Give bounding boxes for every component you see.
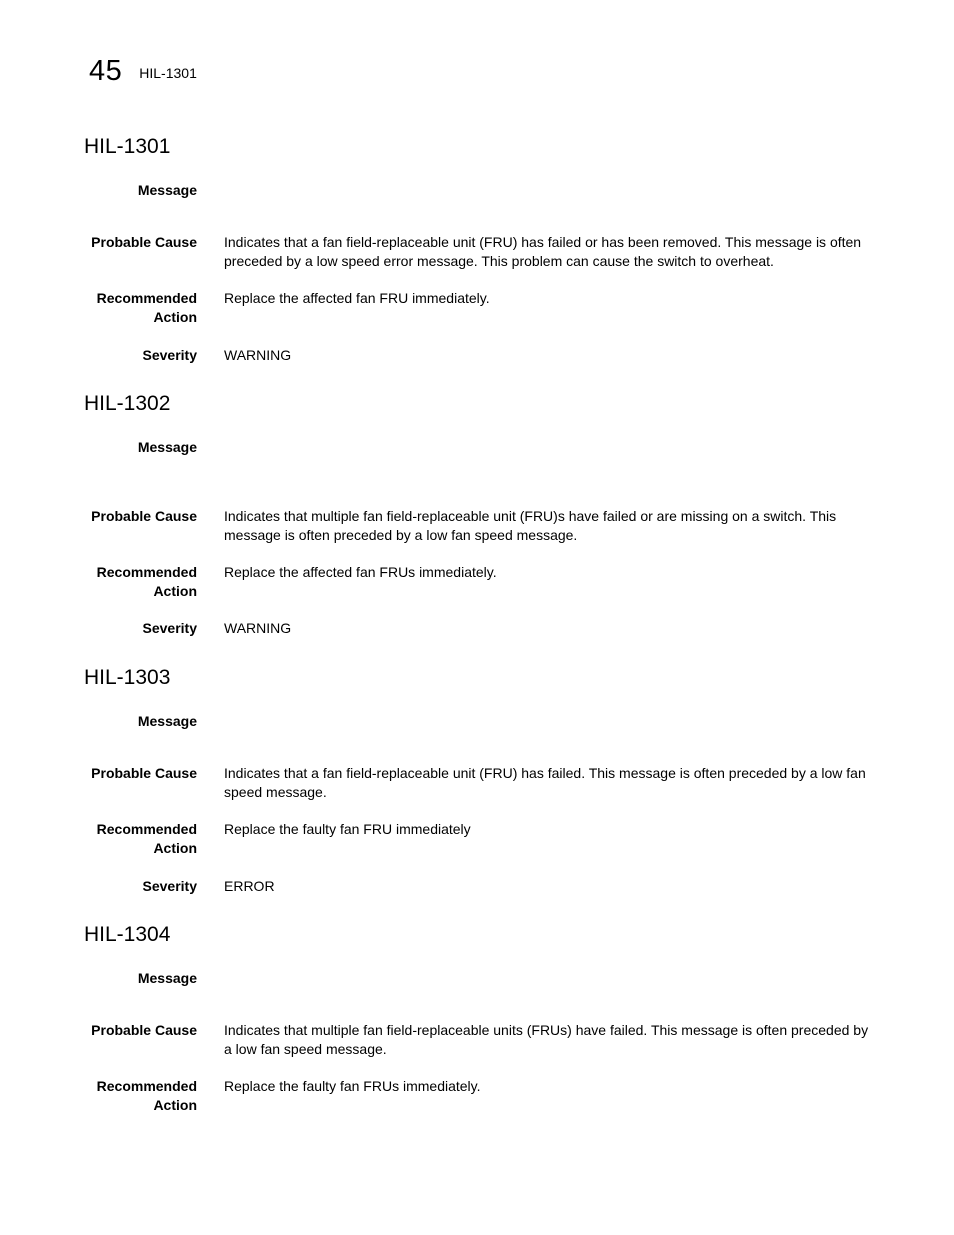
section-title: HIL-1301	[84, 135, 171, 158]
section-title: HIL-1303	[84, 666, 171, 689]
action-label-line: Action	[153, 840, 197, 856]
severity-value: WARNING	[224, 347, 292, 363]
probable-cause-text: Indicates that multiple fan field-replaceable units (FRUs) have failed. This message is often preceded by a low fan speed message.	[224, 1022, 869, 1057]
recommended-action-label	[84, 289, 197, 327]
probable-cause-text: Indicates that a fan field-replaceable unit (FRU) has failed or has been removed. This message is often preceded by a low speed error message. This problem can cause the switch to overheat.	[224, 234, 862, 269]
recommended-label-line: Recommended	[96, 1078, 197, 1094]
recommended-action-text: Replace the faulty fan FRUs immediately.	[224, 1078, 481, 1094]
severity-value: ERROR	[224, 878, 275, 894]
recommended-label-line: Recommended	[96, 564, 197, 580]
probable-cause-label: Probable Cause	[91, 1022, 197, 1038]
message-label: Message	[137, 439, 197, 455]
probable-cause-text: Indicates that multiple fan field-replaceable unit (FRU)s have failed or are missing on a switch. This message is often preceded by a low fan speed message.	[224, 508, 837, 543]
recommended-action-text: Replace the affected fan FRU immediately.	[224, 290, 490, 306]
severity-label: Severity	[142, 347, 197, 363]
probable-cause-label: Probable Cause	[91, 765, 197, 781]
chapter-number: 45	[89, 55, 123, 87]
recommended-action-text: Replace the faulty fan FRU immediately	[224, 821, 471, 837]
recommended-action-text: Replace the affected fan FRUs immediately.	[224, 564, 497, 580]
recommended-action-label	[84, 563, 197, 601]
message-label: Message	[137, 970, 197, 986]
section-hil-1301	[84, 134, 884, 363]
recommended-action-label	[84, 1077, 197, 1115]
section-hil-1304	[84, 922, 884, 1113]
action-label-line: Action	[153, 583, 197, 599]
message-label: Message	[137, 713, 197, 729]
recommended-action-label	[84, 820, 197, 858]
message-label: Message	[137, 182, 197, 198]
section-hil-1303	[84, 665, 884, 894]
section-title: HIL-1304	[84, 923, 171, 946]
probable-cause-label: Probable Cause	[91, 508, 197, 524]
action-label-line: Action	[153, 309, 197, 325]
action-label-line: Action	[153, 1097, 197, 1113]
page-header	[89, 54, 197, 88]
recommended-label-line: Recommended	[96, 290, 197, 306]
severity-label: Severity	[142, 620, 197, 636]
probable-cause-text: Indicates that a fan field-replaceable unit (FRU) has failed. This message is often preceded by a low fan speed message.	[224, 765, 866, 800]
severity-value: WARNING	[224, 620, 292, 636]
probable-cause-label: Probable Cause	[91, 234, 197, 250]
recommended-label-line: Recommended	[96, 821, 197, 837]
severity-label: Severity	[142, 878, 197, 894]
running-title: HIL-1301	[139, 65, 197, 81]
section-hil-1302	[84, 391, 884, 636]
section-title: HIL-1302	[84, 392, 171, 415]
